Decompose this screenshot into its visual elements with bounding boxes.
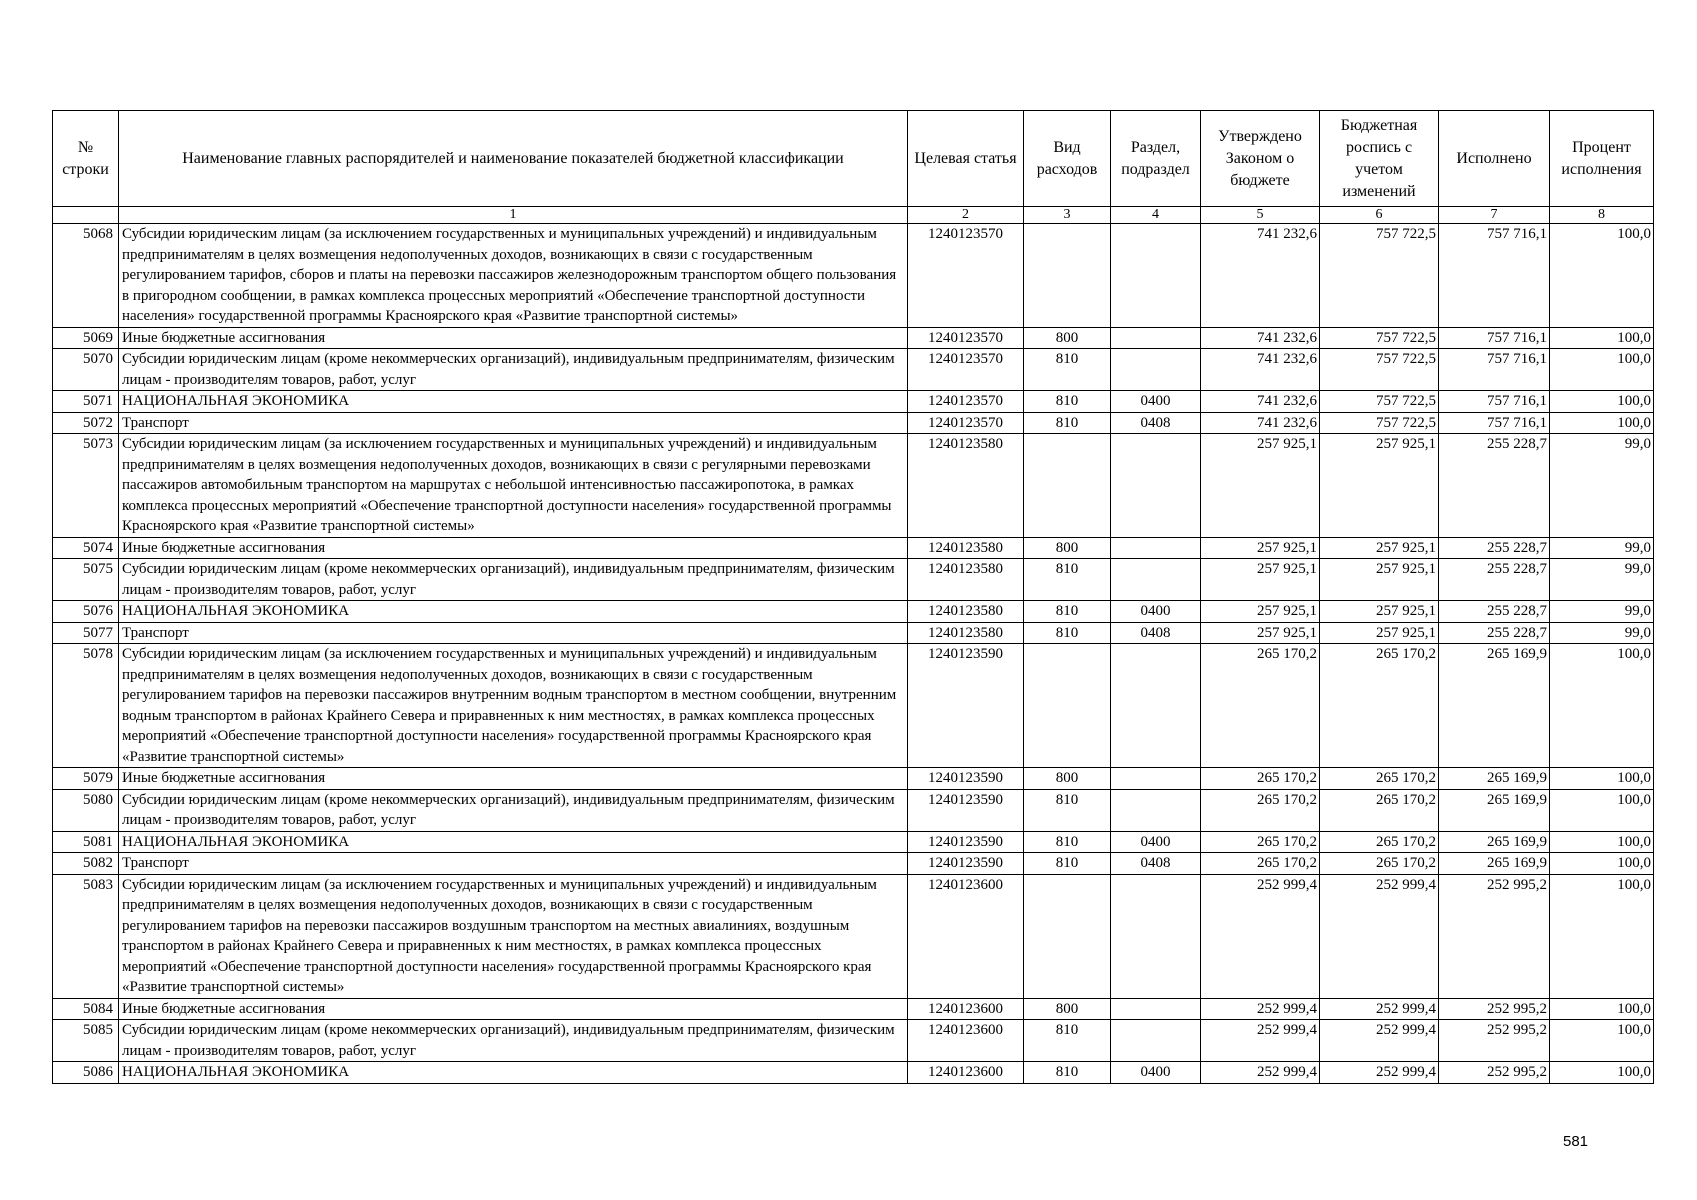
- row-expense-type: [1024, 434, 1111, 538]
- row-budget-schedule: 252 999,4: [1320, 998, 1439, 1020]
- column-number: [53, 207, 119, 224]
- table-row: [53, 434, 1654, 538]
- row-expense-type: 810: [1024, 412, 1111, 434]
- row-budget-schedule: 265 170,2: [1320, 853, 1439, 875]
- header-approved: Утверждено Законом о бюджете: [1201, 111, 1320, 207]
- row-number: 5080: [53, 789, 119, 831]
- table-row: [53, 327, 1654, 349]
- row-executed: 252 995,2: [1439, 1020, 1550, 1062]
- row-section: 0408: [1111, 853, 1201, 875]
- page-number: 581: [1563, 1133, 1589, 1150]
- row-executed: 255 228,7: [1439, 622, 1550, 644]
- row-expense-type: 800: [1024, 768, 1111, 790]
- row-percent: 99,0: [1550, 622, 1654, 644]
- row-number: 5083: [53, 874, 119, 998]
- table-row: [53, 537, 1654, 559]
- row-section: 0400: [1111, 601, 1201, 623]
- row-name: Транспорт: [119, 622, 908, 644]
- row-target-article: 1240123570: [908, 224, 1024, 328]
- row-percent: 99,0: [1550, 559, 1654, 601]
- row-budget-schedule: 757 722,5: [1320, 412, 1439, 434]
- row-approved: 741 232,6: [1201, 412, 1320, 434]
- row-expense-type: 800: [1024, 327, 1111, 349]
- row-executed: 757 716,1: [1439, 412, 1550, 434]
- row-name: НАЦИОНАЛЬНАЯ ЭКОНОМИКА: [119, 391, 908, 413]
- row-budget-schedule: 265 170,2: [1320, 768, 1439, 790]
- row-name: Субсидии юридическим лицам (кроме некоммерческих организаций), индивидуальным предпринимателям, физическим лицам - производителям товаров, работ, услуг: [119, 789, 908, 831]
- row-percent: 99,0: [1550, 537, 1654, 559]
- row-percent: 100,0: [1550, 1062, 1654, 1084]
- row-target-article: 1240123570: [908, 327, 1024, 349]
- row-approved: 265 170,2: [1201, 644, 1320, 768]
- row-target-article: 1240123590: [908, 853, 1024, 875]
- row-expense-type: [1024, 874, 1111, 998]
- row-percent: 100,0: [1550, 391, 1654, 413]
- row-approved: 257 925,1: [1201, 434, 1320, 538]
- row-number: 5086: [53, 1062, 119, 1084]
- header-row: [53, 111, 1654, 207]
- column-numbers-row: [53, 207, 1654, 224]
- row-percent: 100,0: [1550, 224, 1654, 328]
- header-target-article: Целевая статья: [908, 111, 1024, 207]
- row-approved: 252 999,4: [1201, 998, 1320, 1020]
- row-section: [1111, 768, 1201, 790]
- row-approved: 257 925,1: [1201, 559, 1320, 601]
- table-row: [53, 998, 1654, 1020]
- row-number: 5084: [53, 998, 119, 1020]
- row-name: Субсидии юридическим лицам (за исключением государственных и муниципальных учреждений) и индивидуальным предпринимателям в целях возмещения недополученных доходов, возникающих в связи с государственным регулированием тарифов, сборов и платы на перевозки пассажиров железнодорожным транспортом общего пользования в пригородном сообщении, в рамках комплекса процессных мероприятий «Обеспечение транспортной доступности населения» государственной программы Красноярского края «Развитие транспортной системы»: [119, 224, 908, 328]
- row-target-article: 1240123600: [908, 1062, 1024, 1084]
- row-expense-type: [1024, 644, 1111, 768]
- row-section: [1111, 434, 1201, 538]
- row-target-article: 1240123570: [908, 349, 1024, 391]
- row-executed: 252 995,2: [1439, 1062, 1550, 1084]
- row-name: Транспорт: [119, 853, 908, 875]
- row-approved: 252 999,4: [1201, 1020, 1320, 1062]
- table-row: [53, 853, 1654, 875]
- row-approved: 265 170,2: [1201, 853, 1320, 875]
- row-budget-schedule: 265 170,2: [1320, 789, 1439, 831]
- row-expense-type: 800: [1024, 537, 1111, 559]
- row-section: 0400: [1111, 391, 1201, 413]
- row-approved: 741 232,6: [1201, 327, 1320, 349]
- table-row: [53, 789, 1654, 831]
- row-approved: 741 232,6: [1201, 391, 1320, 413]
- table-row: [53, 559, 1654, 601]
- row-approved: 741 232,6: [1201, 224, 1320, 328]
- column-number: 4: [1111, 207, 1201, 224]
- row-executed: 255 228,7: [1439, 537, 1550, 559]
- row-section: [1111, 998, 1201, 1020]
- row-name: Иные бюджетные ассигнования: [119, 998, 908, 1020]
- row-number: 5075: [53, 559, 119, 601]
- row-budget-schedule: 265 170,2: [1320, 831, 1439, 853]
- row-percent: 99,0: [1550, 434, 1654, 538]
- row-executed: 265 169,9: [1439, 789, 1550, 831]
- row-expense-type: 810: [1024, 391, 1111, 413]
- row-budget-schedule: 257 925,1: [1320, 622, 1439, 644]
- row-section: [1111, 1020, 1201, 1062]
- header-executed: Исполнено: [1439, 111, 1550, 207]
- column-number: 6: [1320, 207, 1439, 224]
- header-section: Раздел, подраздел: [1111, 111, 1201, 207]
- row-section: [1111, 349, 1201, 391]
- row-number: 5082: [53, 853, 119, 875]
- row-approved: 252 999,4: [1201, 1062, 1320, 1084]
- row-executed: 255 228,7: [1439, 434, 1550, 538]
- row-executed: 757 716,1: [1439, 391, 1550, 413]
- row-percent: 100,0: [1550, 412, 1654, 434]
- table-row: [53, 601, 1654, 623]
- row-executed: 265 169,9: [1439, 768, 1550, 790]
- header-name: Наименование главных распорядителей и наименование показателей бюджетной классификации: [119, 111, 908, 207]
- row-name: Субсидии юридическим лицам (за исключением государственных и муниципальных учреждений) и индивидуальным предпринимателям в целях возмещения недополученных доходов, возникающих в связи с государственным регулированием тарифов на перевозки пассажиров внутренним водным транспортом в местном сообщении, внутренним водным транспортом в районах Крайнего Севера и приравненных к ним местностях, в рамках комплекса процессных мероприятий «Обеспечение транспортной доступности населения» государственной программы Красноярского края «Развитие транспортной системы»: [119, 644, 908, 768]
- budget-table: [52, 110, 1654, 1084]
- row-target-article: 1240123580: [908, 601, 1024, 623]
- row-section: [1111, 644, 1201, 768]
- row-number: 5078: [53, 644, 119, 768]
- row-executed: 255 228,7: [1439, 559, 1550, 601]
- row-number: 5070: [53, 349, 119, 391]
- column-number: 2: [908, 207, 1024, 224]
- row-budget-schedule: 257 925,1: [1320, 434, 1439, 538]
- table-row: [53, 1062, 1654, 1084]
- row-expense-type: 810: [1024, 1062, 1111, 1084]
- column-number: 7: [1439, 207, 1550, 224]
- row-budget-schedule: 257 925,1: [1320, 601, 1439, 623]
- row-expense-type: 810: [1024, 601, 1111, 623]
- row-target-article: 1240123600: [908, 874, 1024, 998]
- row-target-article: 1240123590: [908, 831, 1024, 853]
- table-row: [53, 831, 1654, 853]
- row-approved: 741 232,6: [1201, 349, 1320, 391]
- row-target-article: 1240123570: [908, 412, 1024, 434]
- row-expense-type: 810: [1024, 349, 1111, 391]
- row-percent: 100,0: [1550, 789, 1654, 831]
- table-row: [53, 622, 1654, 644]
- row-expense-type: 810: [1024, 789, 1111, 831]
- row-executed: 757 716,1: [1439, 327, 1550, 349]
- row-number: 5079: [53, 768, 119, 790]
- row-target-article: 1240123580: [908, 622, 1024, 644]
- row-percent: 100,0: [1550, 768, 1654, 790]
- row-number: 5076: [53, 601, 119, 623]
- row-approved: 257 925,1: [1201, 622, 1320, 644]
- row-section: [1111, 327, 1201, 349]
- row-percent: 100,0: [1550, 874, 1654, 998]
- row-section: [1111, 537, 1201, 559]
- row-name: Иные бюджетные ассигнования: [119, 537, 908, 559]
- row-number: 5077: [53, 622, 119, 644]
- table-row: [53, 349, 1654, 391]
- row-name: НАЦИОНАЛЬНАЯ ЭКОНОМИКА: [119, 1062, 908, 1084]
- row-budget-schedule: 757 722,5: [1320, 349, 1439, 391]
- row-target-article: 1240123590: [908, 768, 1024, 790]
- row-target-article: 1240123570: [908, 391, 1024, 413]
- row-number: 5074: [53, 537, 119, 559]
- row-name: Иные бюджетные ассигнования: [119, 768, 908, 790]
- row-number: 5073: [53, 434, 119, 538]
- row-budget-schedule: 257 925,1: [1320, 537, 1439, 559]
- row-percent: 100,0: [1550, 831, 1654, 853]
- table-body: [53, 207, 1654, 1084]
- row-number: 5071: [53, 391, 119, 413]
- row-budget-schedule: 257 925,1: [1320, 559, 1439, 601]
- row-name: Транспорт: [119, 412, 908, 434]
- row-number: 5072: [53, 412, 119, 434]
- row-target-article: 1240123580: [908, 537, 1024, 559]
- row-name: Субсидии юридическим лицам (кроме некоммерческих организаций), индивидуальным предпринимателям, физическим лицам - производителям товаров, работ, услуг: [119, 559, 908, 601]
- row-percent: 100,0: [1550, 1020, 1654, 1062]
- column-number: 3: [1024, 207, 1111, 224]
- row-section: 0400: [1111, 831, 1201, 853]
- row-number: 5081: [53, 831, 119, 853]
- row-percent: 99,0: [1550, 601, 1654, 623]
- row-section: [1111, 224, 1201, 328]
- row-section: 0408: [1111, 622, 1201, 644]
- row-executed: 252 995,2: [1439, 998, 1550, 1020]
- header-percent: Процент исполнения: [1550, 111, 1654, 207]
- row-section: [1111, 874, 1201, 998]
- row-expense-type: 810: [1024, 622, 1111, 644]
- row-budget-schedule: 265 170,2: [1320, 644, 1439, 768]
- header-row-number: № строки: [53, 111, 119, 207]
- row-budget-schedule: 252 999,4: [1320, 1020, 1439, 1062]
- row-expense-type: 800: [1024, 998, 1111, 1020]
- row-approved: 252 999,4: [1201, 874, 1320, 998]
- row-percent: 100,0: [1550, 998, 1654, 1020]
- header-budget-schedule: Бюджетная роспись с учетом изменений: [1320, 111, 1439, 207]
- row-budget-schedule: 757 722,5: [1320, 327, 1439, 349]
- row-percent: 100,0: [1550, 349, 1654, 391]
- row-executed: 265 169,9: [1439, 853, 1550, 875]
- table-row: [53, 644, 1654, 768]
- row-name: Субсидии юридическим лицам (кроме некоммерческих организаций), индивидуальным предпринимателям, физическим лицам - производителям товаров, работ, услуг: [119, 1020, 908, 1062]
- row-approved: 265 170,2: [1201, 831, 1320, 853]
- row-number: 5069: [53, 327, 119, 349]
- row-number: 5068: [53, 224, 119, 328]
- row-target-article: 1240123590: [908, 644, 1024, 768]
- column-number: 5: [1201, 207, 1320, 224]
- table-row: [53, 391, 1654, 413]
- column-number: 1: [119, 207, 908, 224]
- row-target-article: 1240123580: [908, 434, 1024, 538]
- table-row: [53, 1020, 1654, 1062]
- row-executed: 757 716,1: [1439, 349, 1550, 391]
- row-expense-type: 810: [1024, 559, 1111, 601]
- row-name: НАЦИОНАЛЬНАЯ ЭКОНОМИКА: [119, 831, 908, 853]
- header-expense-type: Вид расходов: [1024, 111, 1111, 207]
- row-approved: 257 925,1: [1201, 537, 1320, 559]
- row-section: 0400: [1111, 1062, 1201, 1084]
- row-budget-schedule: 757 722,5: [1320, 224, 1439, 328]
- row-approved: 257 925,1: [1201, 601, 1320, 623]
- row-target-article: 1240123600: [908, 1020, 1024, 1062]
- row-executed: 255 228,7: [1439, 601, 1550, 623]
- row-name: Субсидии юридическим лицам (кроме некоммерческих организаций), индивидуальным предпринимателям, физическим лицам - производителям товаров, работ, услуг: [119, 349, 908, 391]
- row-percent: 100,0: [1550, 853, 1654, 875]
- row-section: [1111, 559, 1201, 601]
- row-expense-type: 810: [1024, 831, 1111, 853]
- row-expense-type: 810: [1024, 1020, 1111, 1062]
- row-expense-type: 810: [1024, 853, 1111, 875]
- row-target-article: 1240123590: [908, 789, 1024, 831]
- row-executed: 265 169,9: [1439, 644, 1550, 768]
- row-name: Субсидии юридическим лицам (за исключением государственных и муниципальных учреждений) и индивидуальным предпринимателям в целях возмещения недополученных доходов, возникающих в связи с государственным регулированием тарифов на перевозки пассажиров воздушным транспортом на местных авиалиниях, воздушным транспортом в районах Крайнего Севера и приравненных к ним местностях, в рамках комплекса процессных мероприятий «Обеспечение транспортной доступности населения» государственной программы Красноярского края «Развитие транспортной системы»: [119, 874, 908, 998]
- row-percent: 100,0: [1550, 327, 1654, 349]
- table-row: [53, 224, 1654, 328]
- row-approved: 265 170,2: [1201, 789, 1320, 831]
- row-number: 5085: [53, 1020, 119, 1062]
- row-budget-schedule: 757 722,5: [1320, 391, 1439, 413]
- row-executed: 252 995,2: [1439, 874, 1550, 998]
- row-target-article: 1240123580: [908, 559, 1024, 601]
- table-row: [53, 412, 1654, 434]
- row-approved: 265 170,2: [1201, 768, 1320, 790]
- row-expense-type: [1024, 224, 1111, 328]
- row-section: 0408: [1111, 412, 1201, 434]
- row-section: [1111, 789, 1201, 831]
- row-executed: 265 169,9: [1439, 831, 1550, 853]
- row-target-article: 1240123600: [908, 998, 1024, 1020]
- row-executed: 757 716,1: [1439, 224, 1550, 328]
- table-row: [53, 768, 1654, 790]
- row-percent: 100,0: [1550, 644, 1654, 768]
- row-budget-schedule: 252 999,4: [1320, 874, 1439, 998]
- table-row: [53, 874, 1654, 998]
- row-budget-schedule: 252 999,4: [1320, 1062, 1439, 1084]
- row-name: НАЦИОНАЛЬНАЯ ЭКОНОМИКА: [119, 601, 908, 623]
- row-name: Иные бюджетные ассигнования: [119, 327, 908, 349]
- column-number: 8: [1550, 207, 1654, 224]
- row-name: Субсидии юридическим лицам (за исключением государственных и муниципальных учреждений) и индивидуальным предпринимателям в целях возмещения недополученных доходов, возникающих в связи с регулярными перевозками пассажиров автомобильным транспортом на маршрутах с небольшой интенсивностью пассажиропотока, в рамках комплекса процессных мероприятий «Обеспечение транспортной доступности населения» государственной программы Красноярского края «Развитие транспортной системы»: [119, 434, 908, 538]
